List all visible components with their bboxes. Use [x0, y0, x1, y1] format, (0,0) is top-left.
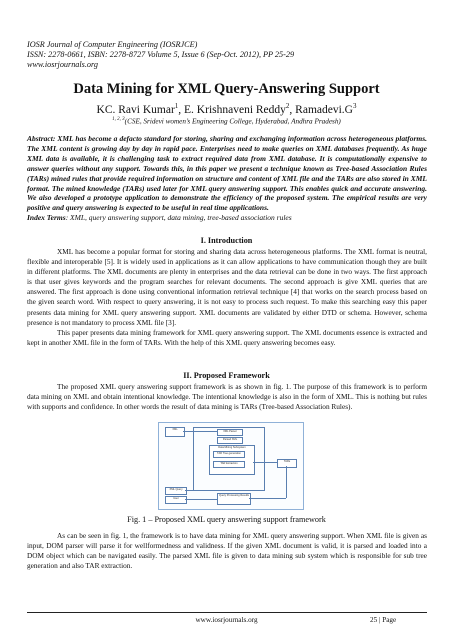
abstract-text: XML has become a defacto standard for storing, sharing and exchanging information across heterogeneous platforms. The XML content is growing day by day in rapid pace. Enterprises need to make queries on XML databases frequently. As huge XML data is available, it is challenging task to extract required data from XML database. It is computationally expensive to answer queries without any support. Towards this, in this paper we present a technique known as Tree-based Association Rules (TARs) mined rules that provide required information on structure and content of XML file and the TARs are also stored in XML format. The mined knowledge (TARs) used later for XML query answering support. This enables quick and accurate answering. We also developed a prototype application to demonstrate the efficiency of the proposed system. The empirical results are very positive and query answering is expected to be useful in real time applications. — [27, 134, 428, 213]
figure-box-parsed-xml: Parsed XML — [217, 437, 243, 444]
index-terms — [27, 213, 427, 223]
figure-box-xml: XML — [165, 427, 185, 437]
footer-rule — [27, 612, 427, 613]
author-2-sup: 2 — [285, 102, 290, 110]
author-1-sup: 1 — [174, 102, 179, 110]
journal-name: IOSR Journal of Computer Engineering (IOSRJCE) — [27, 40, 198, 49]
figure-box-xml-parser: XML Parser — [217, 429, 243, 436]
author-3: , Ramadevi.G — [289, 103, 353, 116]
page-number: 25 | Page — [370, 616, 397, 624]
section-2-paragraph-1: The proposed XML query answering support framework is as shown in fig. 1. The purpose of this framework is to perform data mining on XML and obtain intentional knowledge. The intentional knowledge is also in the form of XML. This is nothing but rules with supports and confidence. In other words the result of data mining is TARs (Tree-based Association Rules). — [27, 382, 427, 412]
figure-connector — [253, 462, 277, 463]
abstract-label: Abstract: — [27, 134, 56, 143]
figure-connector — [185, 490, 217, 491]
index-terms-label: Index Terms — [27, 213, 66, 222]
figure-box-mining-subsystem — [209, 445, 255, 475]
author-1: KC. Ravi Kumar — [96, 103, 175, 116]
section-1-paragraph-1: XML has become a popular format for storing and sharing data across heterogeneous platforms. The XML format is neutral, flexible and interoperable [5]. It is widely used in applications as it can allow applications to have communication though they are built in different platforms. The XML documents are plenty in enterprises and the data retrieval can be done in two ways. The first approach is that user gives keywords and the program searches for relevant documents. The second approach is give XML queries that are answered. The first approach is done using conventional information retrieval technique [4] that works on the search process based on the given search word. With respect to query answering, it is not easy to process such request. To make this searching easy this paper presents data mining for XML query answering support. XML documents are validated by either DTD or schema. However, schema presence is not mandatory to process XML file [3]. — [27, 247, 427, 327]
section-2-continued — [27, 531, 427, 571]
affiliation — [0, 117, 453, 125]
abstract — [27, 134, 427, 213]
figure-connector — [183, 431, 217, 432]
section-1-paragraph-2: This paper presents data mining framework for XML query answering support. The XML documents essence is extracted and kept in another XML file in the form of TARs. With the help of this XML query answering becomes easy. — [27, 327, 427, 347]
figure-box-xml-query: XML Query — [165, 487, 187, 495]
author-list — [0, 102, 453, 116]
figure-connector — [185, 499, 217, 500]
framework-figure — [158, 422, 304, 510]
figure-caption: Fig. 1 – Proposed XML query answering support framework — [127, 515, 326, 524]
section-2-body — [27, 382, 427, 412]
footer-url: www.iosrjournals.org — [195, 616, 258, 624]
affiliation-text: (CSE, Sridevi women’s Engineering College, Hyderabad, Andhra Pradesh) — [124, 117, 341, 126]
affiliation-sup: 1, 2, 3 — [112, 117, 125, 122]
section-1-heading: I. Introduction — [200, 236, 253, 245]
section-2-heading: II. Proposed Framework — [183, 371, 270, 380]
author-2: , E. Krishnaveni Reddy — [178, 103, 286, 116]
figure-mining-label: Data Mining Subsystem — [218, 446, 246, 449]
paper-title: Data Mining for XML Query-Answering Support — [73, 81, 380, 97]
figure-box-tar-generation: TAR Tree generation — [213, 451, 245, 458]
author-3-sup: 3 — [352, 102, 357, 110]
journal-issn: ISSN: 2278-0661, ISBN: 2278-8727 Volume 5, Issue 6 (Sep-Oct. 2012), PP 25-29 — [27, 50, 295, 59]
figure-box-user: User — [165, 496, 187, 504]
figure-connector — [286, 466, 287, 498]
figure-box-tars: TARs — [277, 459, 297, 468]
figure-box-tar-extraction: TAR Extraction — [213, 461, 245, 468]
section-2-paragraph-2: As can be seen in fig. 1, the framework is to have data mining for XML query answering support. When XML file is given as input, DOM parser will parse it for wellformedness and validness. If the given XML document is valid, it is parsed and loaded into a DOM object which can be navigated easily. The parsed XML file is given to data mining sub system which is responsible for sub tree generation and also TAR extraction. — [27, 531, 427, 571]
index-terms-text: : XML, query answering support, data mining, tree-based association rules — [65, 213, 292, 222]
figure-connector — [249, 498, 286, 499]
section-1-body — [27, 247, 427, 348]
journal-url: www.iosrjournals.org — [27, 60, 98, 69]
figure-box-query-results: Query Processing Results — [217, 493, 251, 505]
